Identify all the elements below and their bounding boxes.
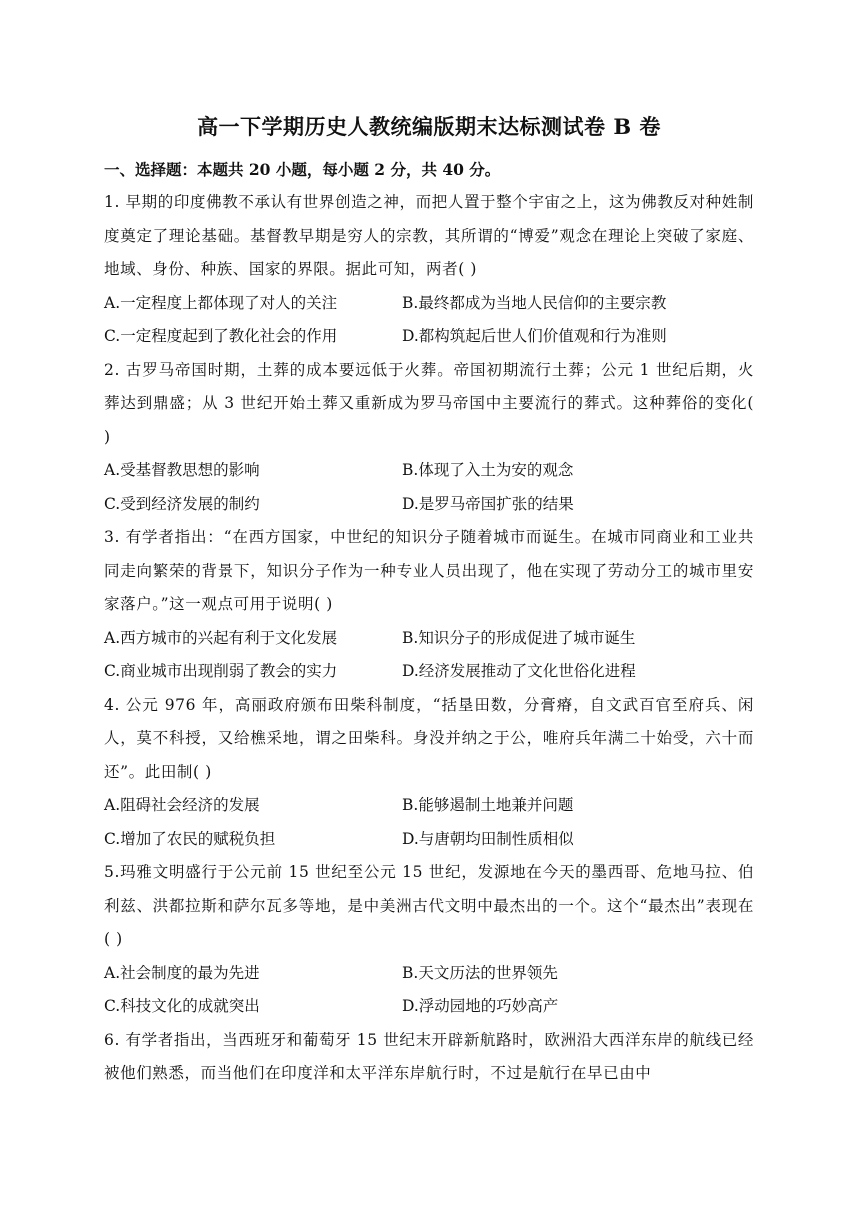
question-4: [104, 689, 754, 857]
option-a: A.一定程度上都体现了对人的关注: [104, 293, 338, 312]
option-d: D.是罗马帝国扩张的结果: [402, 494, 574, 513]
option-b: B.体现了入土为安的观念: [402, 461, 574, 479]
option-b: B.最终都成为当地人民信仰的主要宗教: [402, 293, 667, 312]
question-stem: 4. 公元 976 年，高丽政府颁布田柴科制度，“括垦田数，分膏瘠，自文武百官至府兵、闲人，莫不科授，又给樵采地，谓之田柴科。身没并纳之于公，唯府兵年满二十始受，六十而还”。此田制( ): [104, 695, 754, 781]
option-row: [104, 320, 754, 354]
option-row: [104, 287, 754, 321]
question-stem: 6. 有学者指出，当西班牙和葡萄牙 15 世纪末开辟新航路时，欧洲沿大西洋东岸的航线已经被他们熟悉，而当他们在印度洋和太平洋东岸航行时，不过是航行在早已由中: [104, 1030, 754, 1082]
option-row: [104, 488, 754, 522]
question-6: [104, 1024, 754, 1091]
option-row: [104, 990, 754, 1024]
option-d: D.经济发展推动了文化世俗化进程: [402, 662, 636, 680]
option-row: [104, 655, 754, 689]
question-stem: 2. 古罗马帝国时期，土葬的成本要远低于火葬。帝国初期流行土葬；公元 1 世纪后期，火葬达到鼎盛；从 3 世纪开始土葬又重新成为罗马帝国中主要流行的葬式。这种葬俗的变化( ): [104, 360, 754, 446]
option-c: C.商业城市出现削弱了教会的实力: [104, 662, 338, 680]
option-b: B.天文历法的世界领先: [402, 963, 558, 982]
option-a: A.受基督教思想的影响: [104, 461, 260, 479]
option-row: [104, 823, 754, 857]
option-row: [104, 789, 754, 823]
option-row: [104, 957, 754, 991]
question-stem: 1. 早期的印度佛教不承认有世界创造之神，而把人置于整个宇宙之上，这为佛教反对种姓制度奠定了理论基础。基督教早期是穷人的宗教，其所谓的“博爱”观念在理论上突破了家庭、地域、身份、种族、国家的界限。据此可知，两者( ): [104, 193, 754, 278]
option-a: A.社会制度的最为先进: [104, 963, 260, 982]
question-1: [104, 186, 754, 354]
option-b: B.知识分子的形成促进了城市诞生: [402, 628, 636, 647]
option-row: [104, 622, 754, 656]
question-5: [104, 856, 754, 1024]
question-stem: 3. 有学者指出：“在西方国家，中世纪的知识分子随着城市而诞生。在城市同商业和工业共同走向繁荣的背景下，知识分子作为一种专业人员出现了，他在实现了劳动分工的城市里安家落户。”这一观点可用于说明( ): [104, 528, 754, 613]
option-d: D.与唐朝均田制性质相似: [402, 829, 574, 848]
exam-title: 高一下学期历史人教统编版期末达标测试卷 B 卷: [197, 114, 661, 139]
option-row: [104, 454, 754, 488]
question-2: [104, 354, 754, 522]
option-d: D.都构筑起后世人们价值观和行为准则: [402, 327, 667, 345]
option-c: C.增加了农民的赋税负担: [104, 829, 276, 848]
option-a: A.阻碍社会经济的发展: [104, 796, 260, 814]
option-c: C.一定程度起到了教化社会的作用: [104, 327, 338, 345]
option-b: B.能够遏制土地兼并问题: [402, 796, 574, 814]
section-heading: 一、选择题：本题共 20 小题，每小题 2 分，共 40 分。: [104, 160, 501, 179]
question-stem: 5.玛雅文明盛行于公元前 15 世纪至公元 15 世纪，发源地在今天的墨西哥、危地马拉、伯利兹、洪都拉斯和萨尔瓦多等地，是中美洲古代文明中最杰出的一个。这个“最杰出”表现在( ): [104, 863, 754, 948]
option-a: A.西方城市的兴起有利于文化发展: [104, 628, 338, 647]
option-c: C.科技文化的成就突出: [104, 997, 260, 1015]
option-c: C.受到经济发展的制约: [104, 494, 260, 513]
option-d: D.浮动园地的巧妙高产: [402, 997, 559, 1015]
question-3: [104, 521, 754, 689]
